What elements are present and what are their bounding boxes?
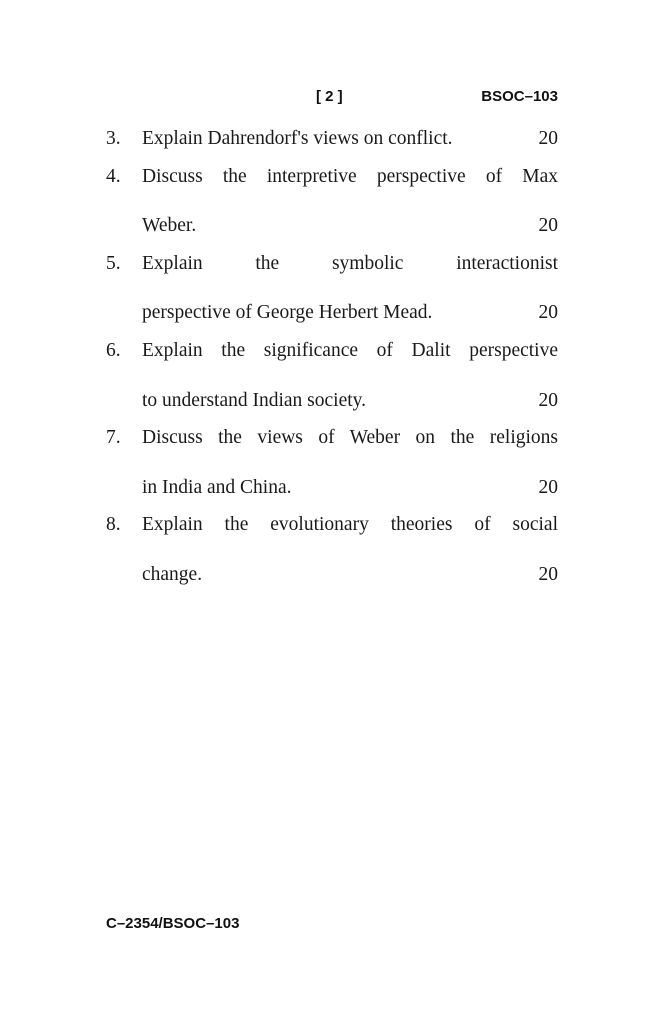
question-line: Weber. — [142, 215, 197, 237]
question-line: perspective of George Herbert Mead. — [142, 302, 433, 324]
question-item — [106, 164, 558, 251]
question-item — [106, 251, 558, 338]
question-line: Explain the evolutionary theories of social — [142, 514, 558, 536]
question-number: 3. — [106, 128, 121, 149]
question-number: 6. — [106, 339, 121, 361]
question-line: Explain the symbolic interactionist — [142, 252, 558, 274]
question-number: 5. — [106, 252, 121, 274]
question-line: Discuss the interpretive perspective of Max — [142, 165, 558, 187]
question-item — [106, 512, 558, 599]
question-list — [106, 126, 558, 600]
question-marks: 20 — [538, 215, 558, 237]
question-text — [142, 413, 558, 512]
question-marks: 20 — [538, 563, 558, 585]
paper-code-header: BSOC–103 — [481, 88, 558, 105]
question-line: in India and China. — [142, 476, 292, 498]
question-line: Explain the significance of Dalit perspective — [142, 339, 558, 361]
question-marks: 20 — [538, 302, 558, 324]
question-line: Discuss the views of Weber on the religions — [142, 427, 558, 449]
footer-paper-code: C–2354/BSOC–103 — [106, 915, 240, 932]
question-line: Explain Dahrendorf's views on conflict. — [142, 128, 453, 149]
page-number: [ 2 ] — [316, 88, 343, 105]
question-marks: 20 — [538, 389, 558, 411]
question-line: change. — [142, 563, 203, 585]
question-item — [106, 338, 558, 425]
question-number: 4. — [106, 165, 121, 187]
question-item — [106, 425, 558, 512]
question-number: 7. — [106, 427, 121, 449]
question-number: 8. — [106, 514, 121, 536]
question-marks: 20 — [538, 128, 558, 149]
question-text — [142, 152, 558, 251]
question-marks: 20 — [538, 476, 558, 498]
question-text — [142, 239, 558, 338]
question-text — [142, 500, 558, 599]
question-text — [142, 326, 558, 425]
question-line: to understand Indian society. — [142, 389, 367, 411]
